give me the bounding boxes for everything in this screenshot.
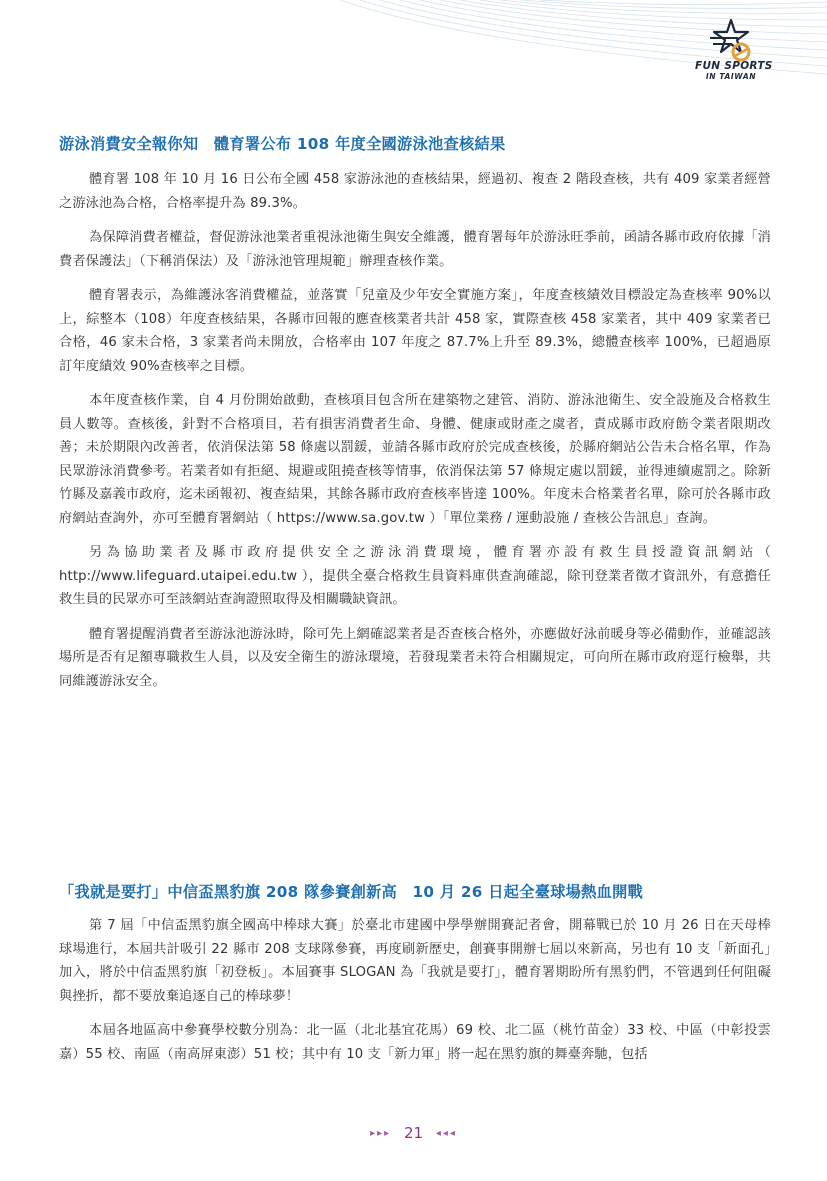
- fun-sports-emblem-icon: [708, 18, 754, 62]
- logo-line1: FUN SPORTS: [695, 60, 773, 72]
- article-paragraph: 為保障消費者權益，督促游泳池業者重視泳池衛生與安全維護，體育署每年於游泳旺季前，函請各縣市政府依據「消費者保護法」（下稱消保法）及「游泳池管理規範」辦理查核作業。: [59, 230, 771, 269]
- left-arrows-icon: ▸▸▸: [370, 1128, 392, 1139]
- right-arrows-icon: ◂◂◂: [435, 1128, 457, 1139]
- logo-line2: IN TAIWAN: [705, 72, 757, 81]
- page-footer: [0, 1124, 827, 1142]
- article-title: 游泳消費安全報你知 體育署公布 108 年度全國游泳池查核結果: [59, 135, 506, 153]
- article-paragraph: 體育署表示，為維護泳客消費權益，並落實「兒童及少年安全實施方案」，年度查核績效目標設定為查核率 90%以上，綜整本（108）年度查核結果，各縣市回報的應查核業者共計 458 家，實際查核 458 家業者，其中 409 家業者已合格，46 家未合格，3 家業者尚未開放，合格率由 107 年度之 87.7%上升至 89.3%，總體查核率 100%，已超過原訂年度績效 90%查核率之目標。: [59, 288, 771, 374]
- article-paragraph: 另為協助業者及縣市政府提供安全之游泳消費環境，體育署亦設有救生員授證資訊網站（ http://www.lifeguard.utaipei.edu.tw ），提供全臺合格救生員資料庫供查詢確認，除刊登業者徵才資訊外，有意擔任救生員的民眾亦可至該網站查詢證照取得及相關職缺資訊。: [59, 545, 771, 607]
- article-paragraph: 第 7 屆「中信盃黑豹旗全國高中棒球大賽」於臺北市建國中學學辦開賽記者會，開幕戰已於 10 月 26 日在天母棒球場進行，本屆共計吸引 22 縣市 208 支球隊參賽，再度刷新歷史，創賽事開辦七屆以來新高，另也有 10 支「新面孔」加入，將於中信盃黑豹旗「初登板」。本屆賽事 SLOGAN 為「我就是要打」，體育署期盼所有黑豹們，不管遇到任何阻礙與挫折，都不要放棄追逐自己的棒球夢！: [59, 918, 771, 1004]
- article-paragraph: 體育署 108 年 10 月 16 日公布全國 458 家游泳池的查核結果，經過初、複查 2 階段查核，共有 409 家業者經營之游泳池為合格，合格率提升為 89.3%。: [59, 172, 771, 211]
- article-paragraph: 體育署提醒消費者至游泳池游泳時，除可先上網確認業者是否查核合格外，亦應做好泳前暖身等必備動作，並確認該場所是否有足額專職救生人員，以及安全衛生的游泳環境，若發現業者未符合相關規定，可向所在縣市政府逕行檢舉，共同維護游泳安全。: [59, 626, 771, 689]
- page-number: 21: [403, 1124, 424, 1142]
- article-swimming-pool-inspection: [59, 133, 771, 693]
- article-paragraph: 本屆各地區高中參賽學校數分別為：北一區（北北基宜花馬）69 校、北二區（桃竹苗金）33 校、中區（中彰投雲嘉）55 校、南區（南高屏東澎）51 校；其中有 10 支「新力軍」將一起在黑豹旗的舞臺奔馳，包括: [59, 1023, 771, 1062]
- article-paragraph: 本年度查核作業，自 4 月份開始啟動，查核項目包含所在建築物之建管、消防、游泳池衛生、安全設施及合格救生員人數等。查核後，針對不合格項目，若有損害消費者生命、身體、健康或財產之虞者，責成縣市政府飭令業者限期改善；未於期限內改善者，依消保法第 58 條處以罰鍰，並請各縣市政府於完成查核後，於縣府網站公告未合格名單，作為民眾游泳消費參考。若業者如有拒絕、規避或阻撓查核等情事，依消保法第 57 條規定處以罰鍰，並得連續處罰之。除新竹縣及嘉義市政府，迄未函報初、複查結果，其餘各縣市政府查核率皆達 100%。年度未合格業者名單，除可於各縣市政府網站查詢外，亦可至體育署網站（ https://www.sa.gov.tw ）「單位業務 / 運動設施 / 查核公告訊息」查詢。: [59, 393, 771, 526]
- fun-sports-logo: [695, 18, 773, 90]
- article-title: 「我就是要打」中信盃黑豹旗 208 隊參賽創新高 10 月 26 日起全臺球場熱血開戰: [59, 883, 644, 901]
- article-black-panther-baseball: [59, 881, 771, 1066]
